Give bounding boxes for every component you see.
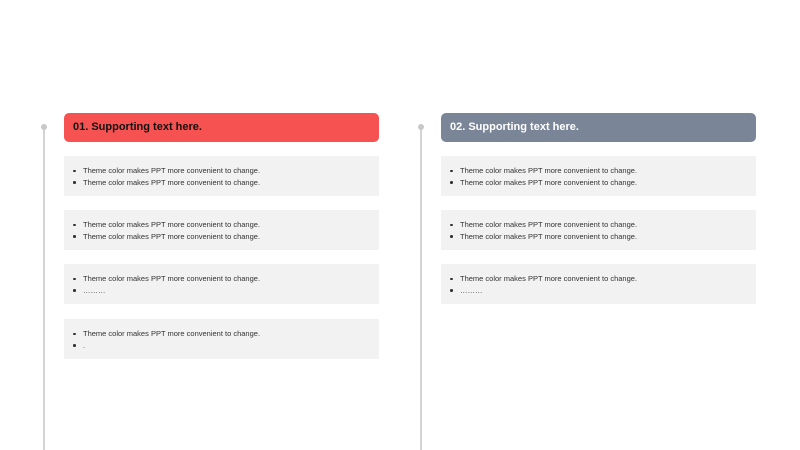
bullet-item: ………: [72, 285, 379, 297]
bullet-item: Theme color makes PPT more convenient to change.: [72, 177, 379, 189]
bullet-item: Theme color makes PPT more convenient to change.: [72, 219, 379, 231]
bullet-item: ………: [449, 285, 756, 297]
card-02-3: [441, 264, 756, 304]
card-02-1: [441, 156, 756, 196]
timeline-line-right: [420, 124, 422, 450]
bullet-item: Theme color makes PPT more convenient to change.: [449, 231, 756, 243]
timeline-line-left: [43, 124, 45, 450]
bullet-item: .: [72, 340, 379, 352]
timeline-dot-right: [418, 124, 424, 130]
bullet-list: [449, 273, 756, 296]
bullet-list: [449, 219, 756, 242]
bullet-item: Theme color makes PPT more convenient to change.: [449, 219, 756, 231]
card-02-2: [441, 210, 756, 250]
bullet-list: [72, 328, 379, 351]
bullet-list: [72, 165, 379, 188]
bullet-item: Theme color makes PPT more convenient to change.: [72, 165, 379, 177]
bullet-item: Theme color makes PPT more convenient to change.: [72, 273, 379, 285]
card-01-3: [64, 264, 379, 304]
bullet-item: Theme color makes PPT more convenient to change.: [449, 273, 756, 285]
card-01-2: [64, 210, 379, 250]
bullet-item: Theme color makes PPT more convenient to change.: [72, 328, 379, 340]
card-01-1: [64, 156, 379, 196]
column-01: [64, 113, 379, 350]
timeline-dot-left: [41, 124, 47, 130]
bullet-list: [72, 219, 379, 242]
column-01-header: 01. Supporting text here.: [64, 113, 379, 142]
bullet-list: [72, 273, 379, 296]
bullet-item: Theme color makes PPT more convenient to change.: [449, 165, 756, 177]
column-02-header: 02. Supporting text here.: [441, 113, 756, 142]
card-01-4: [64, 319, 379, 359]
bullet-item: Theme color makes PPT more convenient to change.: [72, 231, 379, 243]
bullet-item: Theme color makes PPT more convenient to change.: [449, 177, 756, 189]
bullet-list: [449, 165, 756, 188]
column-02: [441, 113, 756, 295]
